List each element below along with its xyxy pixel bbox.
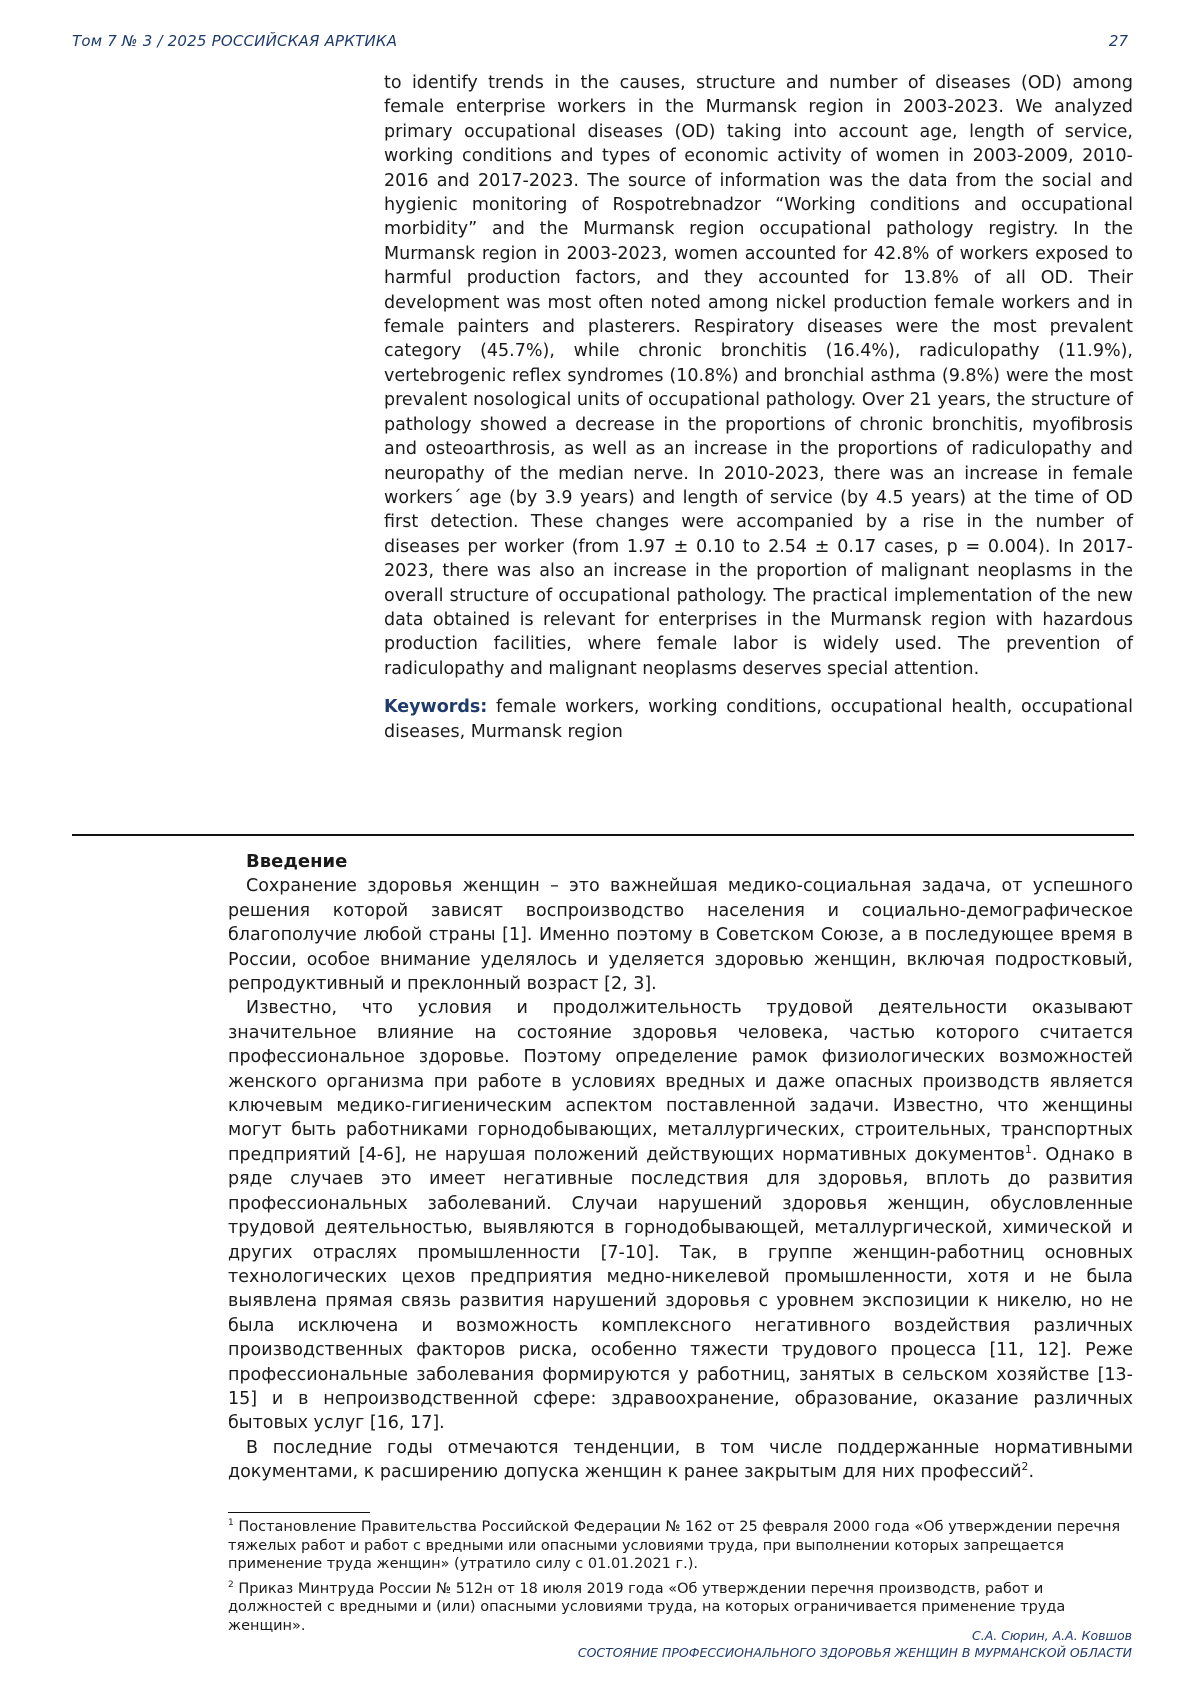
intro-paragraph-2 bbox=[228, 996, 1133, 1435]
footnote-1-number: 1 bbox=[228, 1518, 234, 1529]
intro-paragraph-2-text-a: Известно, что условия и продолжительность трудовой деятельности оказывают значительное влияние на состояние здоровья человека, частью которого считается профессиональное здоровье. Поэтому определение рамок физиологических возможностей женского организма при работе в условиях вредных и даже опасных производств является ключевым медико-гигиеническим аспектом поставленной задачи. Известно, что женщины могут быть работниками горнодобывающих, металлургических, строительных, транспортных предприятий [4-6], не нарушая положений действующих нормативных документов bbox=[228, 998, 1133, 1165]
introduction-section bbox=[228, 850, 1133, 1485]
footnote-1 bbox=[228, 1518, 1133, 1574]
footnote-2-number: 2 bbox=[228, 1579, 234, 1590]
footnote-1-text: Постановление Правительства Российской Федерации № 162 от 25 февраля 2000 года «Об утверждении перечня тяжелых работ и работ с вредными или опасными условиями труда, при выполнении которых запрещается применение труда женщин» (утратило силу с 01.01.2021 г.). bbox=[228, 1519, 1121, 1573]
section-heading: Введение bbox=[246, 851, 348, 872]
intro-paragraph-1: Сохранение здоровья женщин – это важнейшая медико-социальная задача, от успешного решения которой зависят воспроизводство населения и социально-демографическое благополучие любой страны [1]. Именно поэтому в Советском Союзе, а в последующее время в России, особое внимание уделялось и уделяется здоровью женщин, включая подростковый, репродуктивный и преклонный возраст [2, 3]. bbox=[228, 876, 1133, 995]
footnote-divider bbox=[228, 1512, 370, 1513]
intro-paragraph-3-text-a: В последние годы отмечаются тенденции, в том числе поддержанные нормативными документами, к расширению допуска женщин к ранее закрытым для них профессий bbox=[228, 1437, 1133, 1483]
section-divider bbox=[72, 834, 1134, 836]
footnote-ref-1[interactable]: 1 bbox=[1024, 1143, 1032, 1157]
journal-title: Том 7 № 3 / 2025 РОССИЙСКАЯ АРКТИКА bbox=[72, 32, 398, 50]
page-number: 27 bbox=[1108, 32, 1128, 50]
footer-authors: С.А. Сюрин, А.А. Ковшов bbox=[972, 1628, 1132, 1643]
keywords bbox=[384, 695, 1133, 744]
footnote-ref-2[interactable]: 2 bbox=[1021, 1460, 1029, 1474]
intro-paragraph-3 bbox=[228, 1436, 1133, 1485]
running-footer bbox=[578, 1627, 1132, 1661]
footnotes bbox=[228, 1518, 1133, 1642]
abstract-body: to identify trends in the causes, structure and number of diseases (OD) among female enterprise workers in the Murmansk region in 2003-2023. We analyzed primary occupational diseases (OD) taking into account age, length of service, working conditions and types of economic activity of women in 2003-2009, 2010-2016 and 2017-2023. The source of information was the data from the social and hygienic monitoring of Rospotrebnadzor “Working conditions and occupational morbidity” and the Murmansk region occupational pathology registry. In the Murmansk region in 2003-2023, women accounted for 42.8% of workers exposed to harmful production factors, and they accounted for 13.8% of all OD. Their development was most often noted among nickel production female workers and in female painters and plasterers. Respiratory diseases were the most prevalent category (45.7%), while chronic bronchitis (16.4%), radiculopathy (11.9%), vertebrogenic reflex syndromes (10.8%) and bronchial asthma (9.8%) were the most prevalent nosological units of occupational pathology. Over 21 years, the structure of pathology showed a decrease in the proportions of chronic bronchitis, myofibrosis and osteoarthrosis, as well as an increase in the proportions of radiculopathy and neuropathy of the median nerve. In 2010-2023, there was an increase in female workers´ age (by 3.9 years) and length of service (by 4.5 years) at the time of OD first detection. These changes were accompanied by a rise in the number of diseases per worker (from 1.97 ± 0.10 to 2.54 ± 0.17 cases, p = 0.004). In 2017-2023, there was also an increase in the proportion of malignant neoplasms in the overall structure of occupational pathology. The practical implementation of the new data obtained is relevant for enterprises in the Murmansk region with hazardous production facilities, where female labor is widely used. The prevention of radiculopathy and malignant neoplasms deserves special attention. bbox=[384, 73, 1133, 679]
keywords-list: female workers, working conditions, occupational health, occupational diseases, Murmansk region bbox=[384, 697, 1133, 742]
intro-paragraph-3-text-b: . bbox=[1028, 1462, 1035, 1483]
footer-article-title: СОСТОЯНИЕ ПРОФЕССИОНАЛЬНОГО ЗДОРОВЬЯ ЖЕНЩИН В МУРМАНСКОЙ ОБЛАСТИ bbox=[577, 1645, 1132, 1660]
running-header bbox=[72, 32, 1128, 56]
abstract-section bbox=[384, 71, 1133, 744]
keywords-label: Keywords: bbox=[384, 697, 488, 718]
intro-paragraph-2-text-b: . Однако в ряде случаев это имеет негативные последствия для здоровья, вплоть до развития профессиональных заболеваний. Случаи нарушений здоровья женщин, обусловленные трудовой деятельностью, выявляются в горнодобывающей, металлургической, химической и других отраслях промышленности [7-10]. Так, в группе женщин-работниц основных технологических цехов предприятия медно-никелевой промышленности, хотя и не была выявлена прямая связь развития нарушений здоровья с уровнем экспозиции к никелю, но не была исключена и возможность комплексного негативного воздействия различных производственных факторов риска, особенно тяжести трудового процесса [11, 12]. Реже профессиональные заболевания формируются у работниц, занятых в сельском хозяйстве [13-15] и в непроизводственной сфере: здравоохранение, образование, оказание различных бытовых услуг [16, 17]. bbox=[228, 1144, 1133, 1434]
footnote-2-text: Приказ Минтруда России № 512н от 18 июля 2019 года «Об утверждении перечня производств, работ и должностей с вредными и (или) опасными условиями труда, на которых ограничивается применение труда женщин». bbox=[228, 1580, 1066, 1634]
